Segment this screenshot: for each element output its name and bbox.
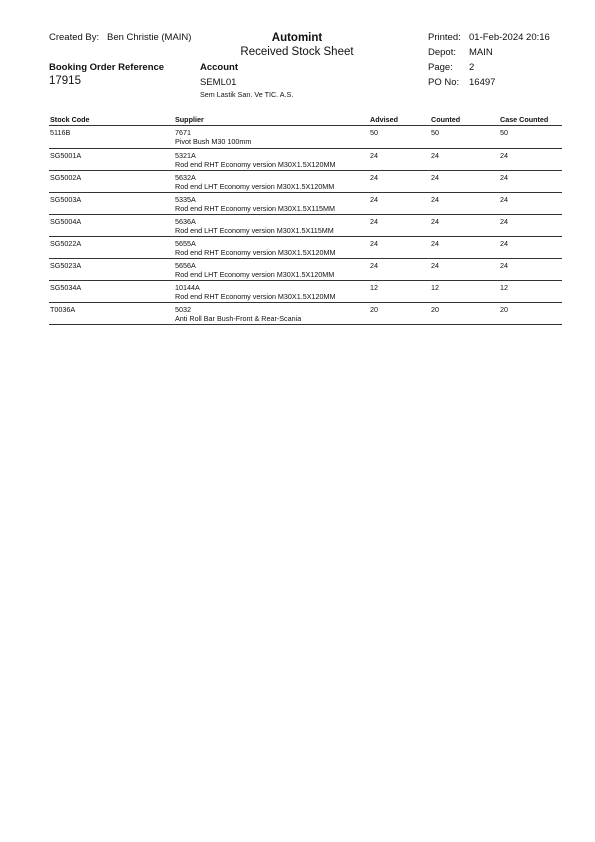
counted-qty: 12 — [431, 283, 439, 292]
stock-code: SG5002A — [50, 173, 82, 182]
stock-code: SG5034A — [50, 283, 82, 292]
case-counted-qty: 20 — [500, 305, 508, 314]
counted-qty: 24 — [431, 217, 439, 226]
item-description: Rod end RHT Economy version M30X1.5X120MM — [175, 248, 336, 257]
advised-qty: 20 — [370, 305, 378, 314]
po-label: PO No: — [428, 77, 460, 88]
advised-qty: 24 — [370, 151, 378, 160]
company-name: Automint — [271, 32, 323, 44]
case-counted-qty: 24 — [500, 217, 508, 226]
row-divider — [49, 214, 562, 215]
item-description: Pivot Bush M30 100mm — [175, 137, 252, 146]
account-name: Sem Lastik San. Ve TIC. A.S. — [200, 90, 294, 99]
counted-qty: 24 — [431, 151, 439, 160]
counted-qty: 24 — [431, 261, 439, 270]
supplier-code: 5032 — [175, 305, 191, 314]
counted-qty: 24 — [431, 173, 439, 182]
counted-qty: 20 — [431, 305, 439, 314]
supplier-code: 5656A — [175, 261, 196, 270]
case-counted-qty: 24 — [500, 173, 508, 182]
row-divider — [49, 236, 562, 237]
po-value: 16497 — [469, 77, 496, 88]
item-description: Anti Roll Bar Bush-Front & Rear-Scania — [175, 314, 302, 323]
column-header-stock-code: Stock Code — [50, 115, 90, 124]
stock-code: SG5001A — [50, 151, 82, 160]
case-counted-qty: 12 — [500, 283, 508, 292]
stock-code: SG5023A — [50, 261, 82, 270]
advised-qty: 24 — [370, 239, 378, 248]
printed-label: Printed: — [428, 32, 461, 43]
supplier-code: 5632A — [175, 173, 196, 182]
case-counted-qty: 24 — [500, 151, 508, 160]
stock-code: SG5022A — [50, 239, 82, 248]
advised-qty: 50 — [370, 128, 378, 137]
counted-qty: 50 — [431, 128, 439, 137]
row-divider — [49, 324, 562, 325]
created-by-label: Created By: — [49, 32, 100, 43]
advised-qty: 24 — [370, 217, 378, 226]
row-divider — [49, 192, 562, 193]
item-description: Rod end RHT Economy version M30X1.5X120MM — [175, 292, 336, 301]
advised-qty: 24 — [370, 173, 378, 182]
case-counted-qty: 50 — [500, 128, 508, 137]
row-divider — [49, 280, 562, 281]
advised-qty: 12 — [370, 283, 378, 292]
case-counted-qty: 24 — [500, 195, 508, 204]
column-header-advised: Advised — [370, 115, 398, 124]
item-description: Rod end RHT Economy version M30X1.5X120MM — [175, 160, 336, 169]
account-code: SEML01 — [200, 77, 237, 88]
stock-code: T0036A — [50, 305, 76, 314]
stock-code: SG5003A — [50, 195, 82, 204]
column-header-supplier: Supplier — [175, 115, 204, 124]
case-counted-qty: 24 — [500, 261, 508, 270]
table-header — [49, 115, 562, 125]
column-header-case-counted: Case Counted — [500, 115, 549, 124]
supplier-code: 5655A — [175, 239, 196, 248]
row-divider — [49, 258, 562, 259]
item-description: Rod end LHT Economy version M30X1.5X115MM — [175, 226, 334, 235]
supplier-code: 10144A — [175, 283, 200, 292]
supplier-code: 7671 — [175, 128, 191, 137]
column-header-counted: Counted — [431, 115, 461, 124]
counted-qty: 24 — [431, 239, 439, 248]
header-rule — [49, 125, 562, 126]
supplier-code: 5335A — [175, 195, 196, 204]
depot-value: MAIN — [469, 47, 493, 58]
page-label: Page: — [428, 62, 453, 73]
item-description: Rod end LHT Economy version M30X1.5X120MM — [175, 182, 335, 191]
supplier-code: 5636A — [175, 217, 196, 226]
advised-qty: 24 — [370, 195, 378, 204]
depot-label: Depot: — [428, 47, 456, 58]
row-divider — [49, 302, 562, 303]
printed-value: 01-Feb-2024 20:16 — [469, 32, 550, 43]
created-by-value: Ben Christie (MAIN) — [107, 32, 192, 43]
document-title: Received Stock Sheet — [240, 46, 354, 58]
stock-code: 5116B — [50, 128, 71, 137]
row-divider — [49, 148, 562, 149]
stock-code: SG5004A — [50, 217, 82, 226]
page-value: 2 — [469, 62, 475, 73]
case-counted-qty: 24 — [500, 239, 508, 248]
booking-ref-value: 17915 — [49, 75, 81, 87]
row-divider — [49, 170, 562, 171]
counted-qty: 24 — [431, 195, 439, 204]
item-description: Rod end LHT Economy version M30X1.5X120MM — [175, 270, 335, 279]
item-description: Rod end RHT Economy version M30X1.5X115MM — [175, 204, 335, 213]
advised-qty: 24 — [370, 261, 378, 270]
booking-ref-label: Booking Order Reference — [49, 62, 165, 73]
supplier-code: 5321A — [175, 151, 196, 160]
account-label: Account — [200, 62, 238, 73]
